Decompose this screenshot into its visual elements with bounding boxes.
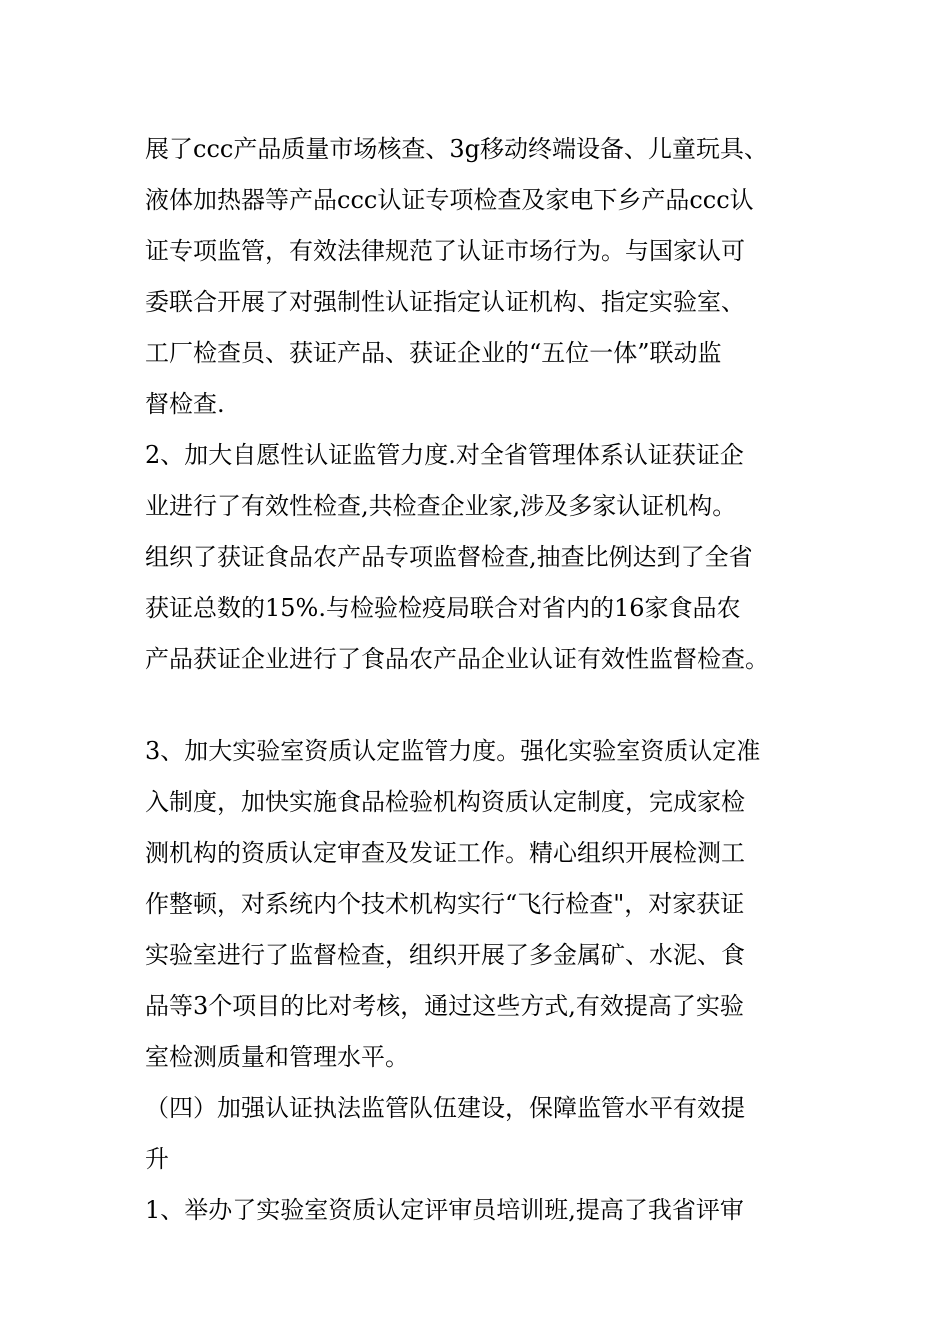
paragraph-gap (145, 685, 810, 726)
text-line: 业进行了有效性检查,共检查企业家,涉及多家认证机构。 (145, 492, 737, 520)
text-line: 产品获证企业进行了食品农产品企业认证有效性监督检查。 (145, 645, 769, 673)
text-block-2 (145, 726, 810, 1236)
text-line: 委联合开展了对强制性认证指定认证机构、指定实验室、 (145, 288, 745, 316)
text-line: 组织了获证食品农产品专项监督检查,抽查比例达到了全省 (145, 543, 753, 571)
document-body (145, 124, 810, 1236)
text-line: 2、加大自愿性认证监管力度.对全省管理体系认证获证企 (145, 441, 744, 469)
text-block-1 (145, 124, 810, 685)
text-line: 工厂检查员、获证产品、获证企业的“五位一体”联动监 (145, 339, 722, 367)
text-line: 获证总数的15%.与检验检疫局联合对省内的16家食品农 (145, 594, 741, 622)
text-line: 液体加热器等产品ccc认证专项检查及家电下乡产品ccc认 (145, 186, 754, 214)
text-line: 3、加大实验室资质认定监管力度。强化实验室资质认定准 (145, 737, 761, 765)
section-heading: （四）加强认证执法监管队伍建设，保障监管水平有效提 (145, 1094, 745, 1122)
text-line: 测机构的资质认定审查及发证工作。精心组织开展检测工 (145, 839, 745, 867)
text-line: 1、举办了实验室资质认定评审员培训班,提高了我省评审 (145, 1196, 744, 1224)
text-line: 室检测质量和管理水平。 (145, 1043, 409, 1071)
text-line: 展了ccc产品质量市场核查、3g移动终端设备、儿童玩具、 (145, 135, 768, 163)
text-line: 实验室进行了监督检查，组织开展了多金属矿、水泥、食 (145, 941, 745, 969)
text-line: 证专项监管，有效法律规范了认证市场行为。与国家认可 (145, 237, 745, 265)
text-line: 入制度，加快实施食品检验机构资质认定制度，完成家检 (145, 788, 745, 816)
section-heading-continued: 升 (145, 1145, 169, 1173)
text-line: 品等3个项目的比对考核，通过这些方式,有效提高了实验 (145, 992, 744, 1020)
text-line: 督检查. (145, 390, 225, 418)
text-line: 作整顿，对系统内个技术机构实行“飞行检查"，对家获证 (145, 890, 745, 918)
